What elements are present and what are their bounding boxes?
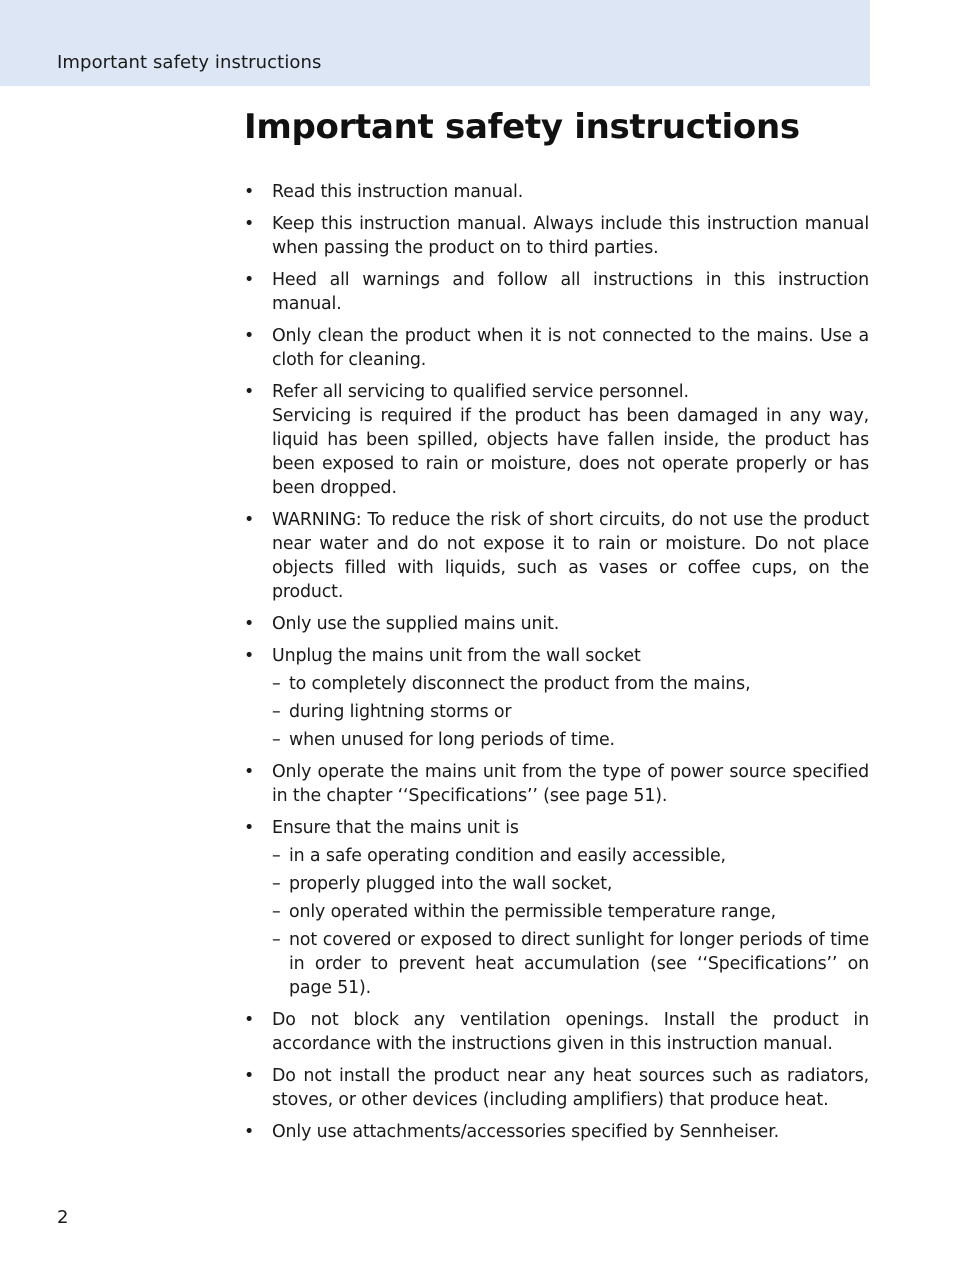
running-header-title: Important safety instructions	[57, 52, 322, 73]
list-item	[244, 1120, 869, 1144]
sub-list-item	[272, 928, 869, 1000]
bullet-icon: •	[244, 1010, 255, 1030]
bullet-icon: •	[244, 646, 255, 666]
list-item	[244, 644, 869, 752]
bullet-icon: •	[244, 510, 255, 530]
dash-icon: –	[272, 730, 281, 750]
safety-instructions-content	[244, 180, 869, 1152]
sub-list-item	[272, 872, 869, 896]
sub-list-item	[272, 900, 869, 924]
list-item-text: Only operate the mains unit from the type of power source specified in the chapter ‘‘Specifications’’ (see page 51).	[272, 762, 869, 806]
list-item	[244, 816, 869, 1000]
list-item-text: Keep this instruction manual. Always include this instruction manual when passing the product on to third parties.	[272, 214, 869, 258]
dash-icon: –	[272, 846, 281, 866]
list-item	[244, 1064, 869, 1112]
bullet-icon: •	[244, 1066, 255, 1086]
sub-list-item-text: in a safe operating condition and easily accessible,	[289, 846, 726, 866]
list-item	[244, 268, 869, 316]
list-item	[244, 212, 869, 260]
sub-list	[272, 672, 869, 752]
bullet-icon: •	[244, 382, 255, 402]
safety-instructions-list	[244, 180, 869, 1144]
dash-icon: –	[272, 902, 281, 922]
bullet-icon: •	[244, 270, 255, 290]
list-item-text: Ensure that the mains unit is	[272, 818, 519, 838]
list-item	[244, 508, 869, 604]
sub-list	[272, 844, 869, 1000]
sub-list-item-text: during lightning storms or	[289, 702, 512, 722]
dash-icon: –	[272, 702, 281, 722]
list-item	[244, 1008, 869, 1056]
bullet-icon: •	[244, 1122, 255, 1142]
list-item-text: Do not install the product near any heat sources such as radiators, stoves, or other devices (including amplifiers) that produce heat.	[272, 1066, 869, 1110]
list-item-text: Only clean the product when it is not connected to the mains. Use a cloth for cleaning.	[272, 326, 869, 370]
bullet-icon: •	[244, 762, 255, 782]
list-item	[244, 612, 869, 636]
bullet-icon: •	[244, 818, 255, 838]
list-item	[244, 380, 869, 500]
list-item	[244, 760, 869, 808]
bullet-icon: •	[244, 214, 255, 234]
warning-text: WARNING: To reduce the risk of short circuits, do not use the product near water and do not expose it to rain or moisture. Do not place objects filled with liquids, such as vases or coffee cups, on the product.	[272, 510, 869, 602]
dash-icon: –	[272, 874, 281, 894]
list-item	[244, 324, 869, 372]
sub-list-item	[272, 700, 869, 724]
list-item	[244, 180, 869, 204]
dash-icon: –	[272, 930, 281, 950]
page-title: Important safety instructions	[244, 107, 800, 147]
sub-list-item-text: when unused for long periods of time.	[289, 730, 615, 750]
list-item-text: Heed all warnings and follow all instructions in this instruction manual.	[272, 270, 869, 314]
list-item-text: Read this instruction manual.	[272, 182, 524, 202]
list-item-text: Refer all servicing to qualified service personnel.	[272, 382, 689, 402]
sub-list-item-text: properly plugged into the wall socket,	[289, 874, 613, 894]
list-item-text: Do not block any ventilation openings. Install the product in accordance with the instructions given in this instruction manual.	[272, 1010, 869, 1054]
list-item-text: Unplug the mains unit from the wall socket	[272, 646, 641, 666]
sub-list-item	[272, 728, 869, 752]
list-item-text: Only use attachments/accessories specified by Sennheiser.	[272, 1122, 780, 1142]
dash-icon: –	[272, 674, 281, 694]
running-header	[0, 0, 870, 86]
sub-list-item	[272, 672, 869, 696]
list-item-continuation: Servicing is required if the product has been damaged in any way, liquid has been spilled, objects have fallen inside, the product has been exposed to rain or moisture, does not operate properly or has been dropped.	[272, 406, 869, 498]
bullet-icon: •	[244, 614, 255, 634]
sub-list-item-text: not covered or exposed to direct sunlight for longer periods of time in order to prevent heat accumulation (see ‘‘Specifications’’ on page 51).	[289, 930, 869, 998]
sub-list-item-text: to completely disconnect the product from the mains,	[289, 674, 751, 694]
bullet-icon: •	[244, 326, 255, 346]
page-number: 2	[57, 1207, 69, 1228]
sub-list-item	[272, 844, 869, 868]
list-item-text: Only use the supplied mains unit.	[272, 614, 560, 634]
sub-list-item-text: only operated within the permissible temperature range,	[289, 902, 777, 922]
bullet-icon: •	[244, 182, 255, 202]
